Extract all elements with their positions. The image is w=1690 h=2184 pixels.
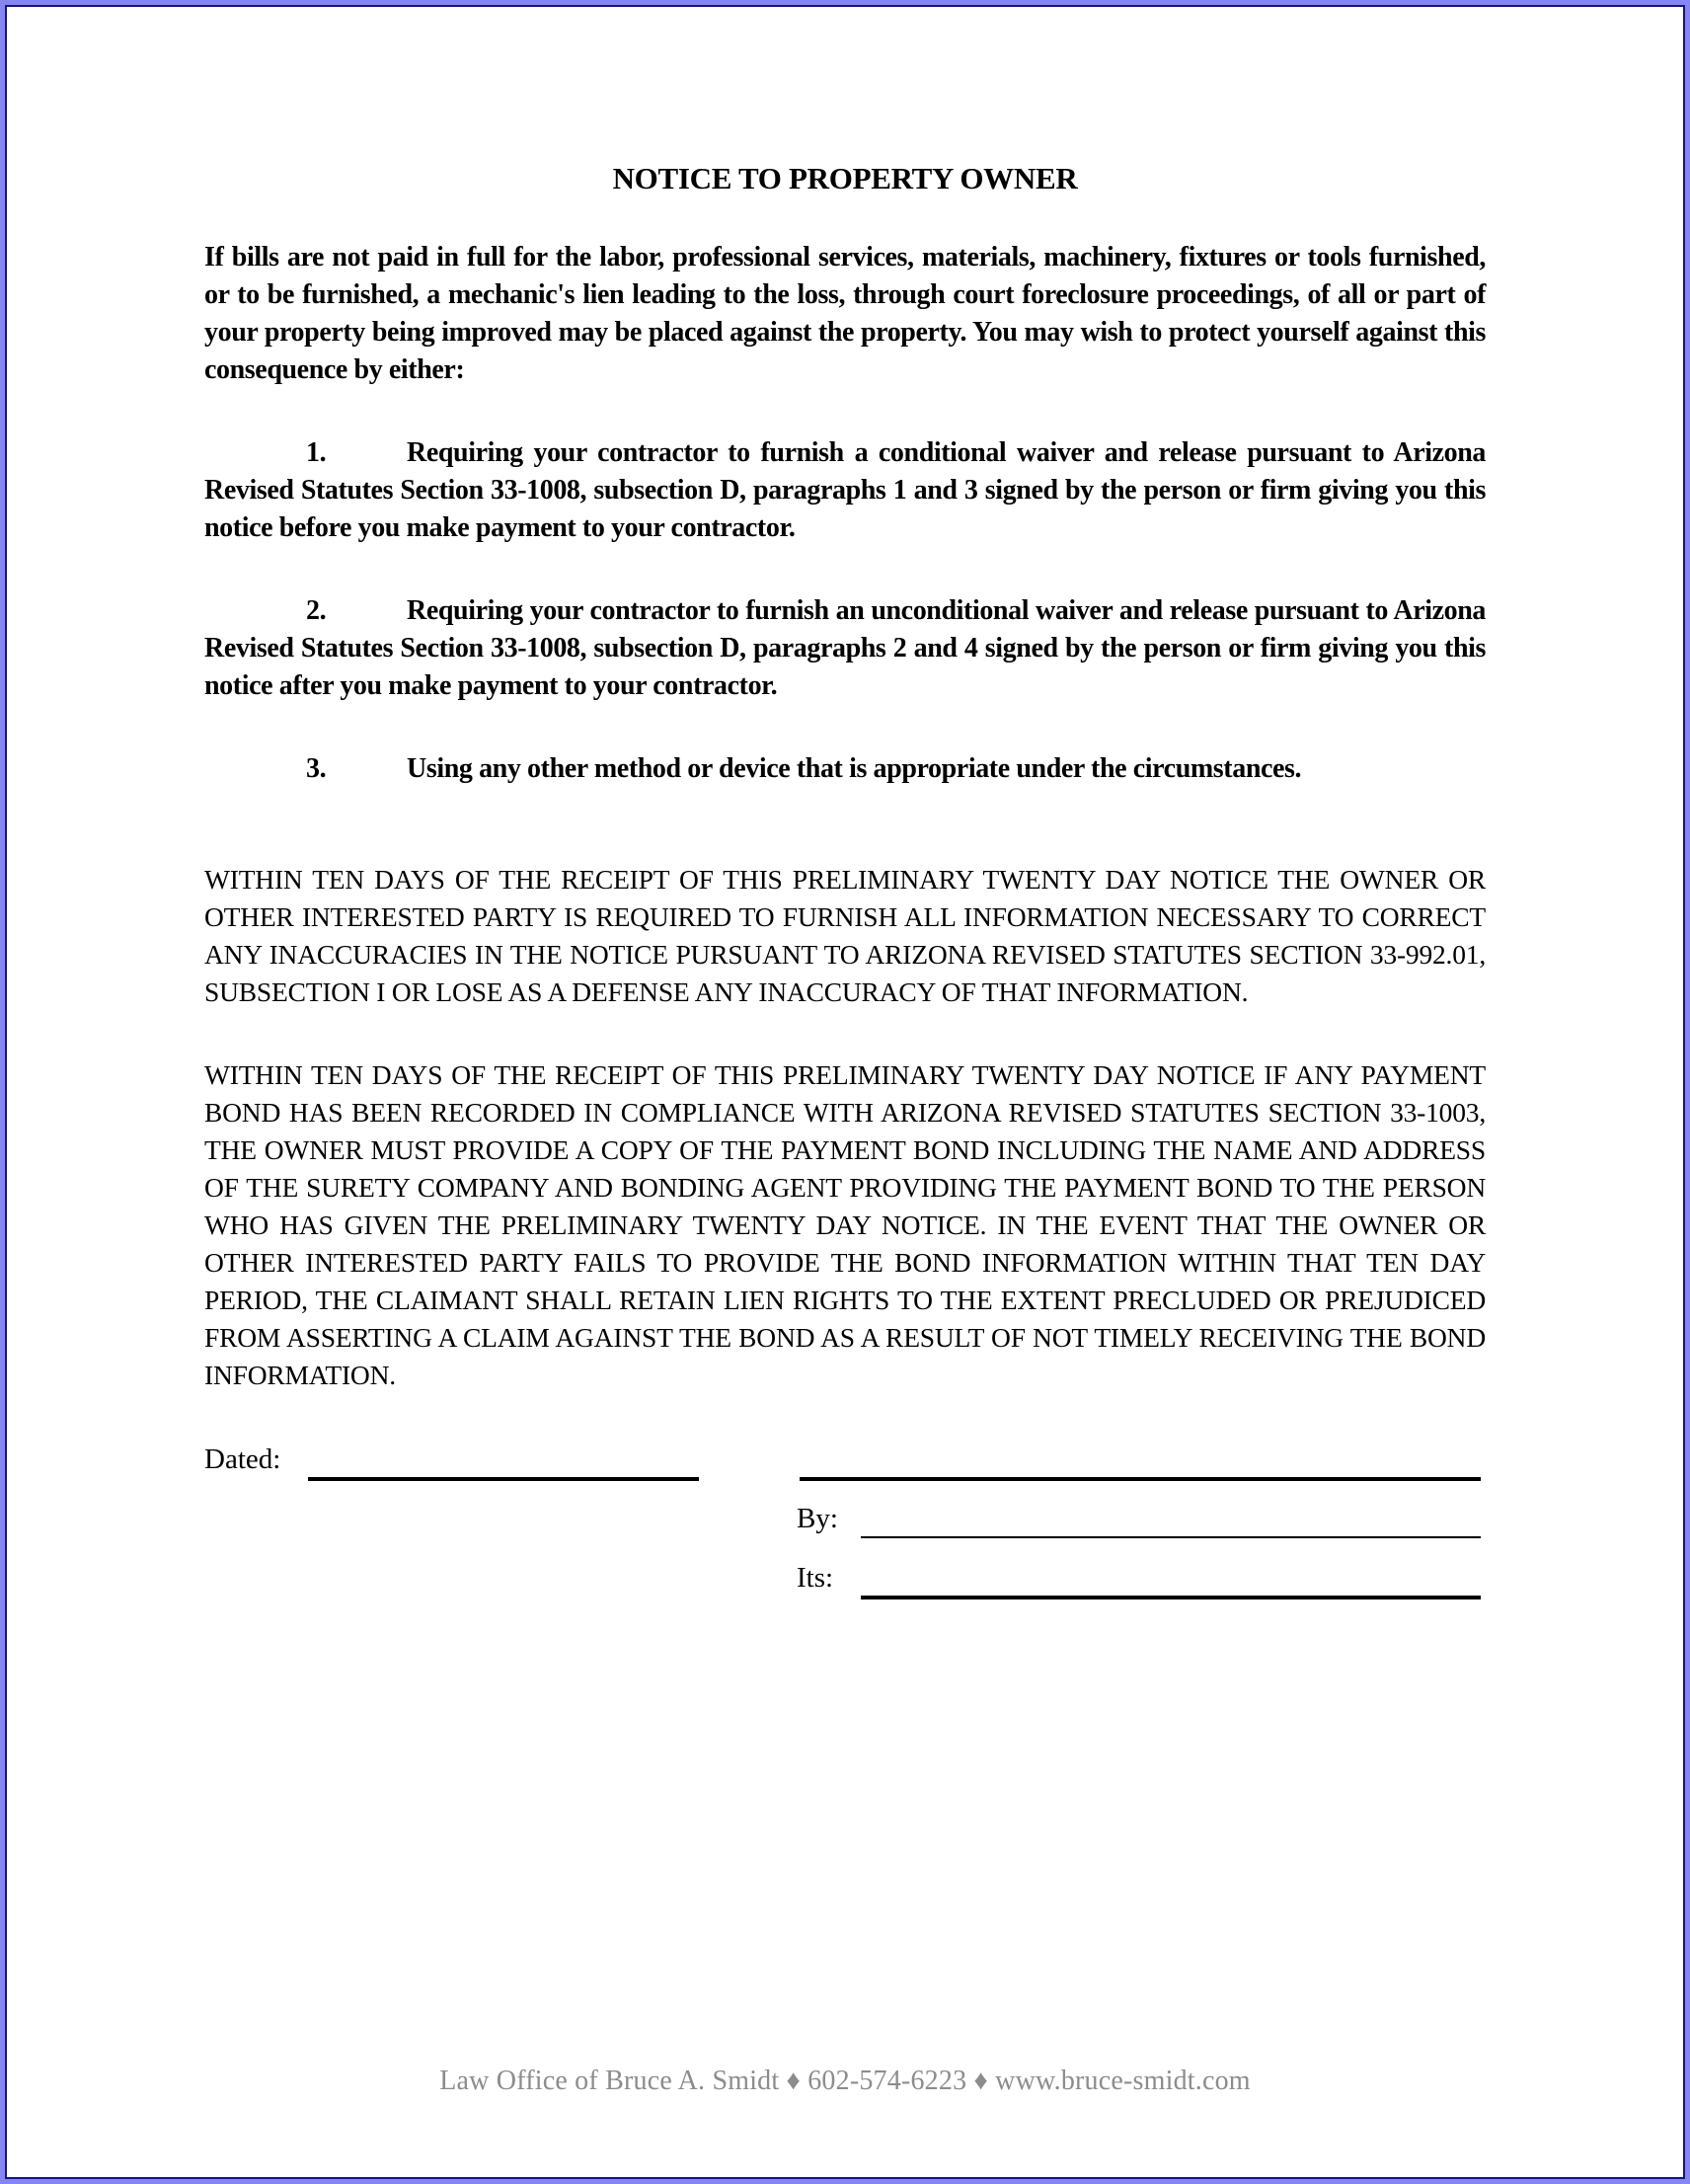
caps-paragraph-1: WITHIN TEN DAYS OF THE RECEIPT OF THIS PRELIMINARY TWENTY DAY NOTICE THE OWNER OR OTHER INTERESTED PARTY IS REQUIRED TO FURNISH ALL INFORMATION NECESSARY TO CORRECT ANY INACCURACIES IN THE NOTICE PURSUANT TO ARIZONA REVISED STATUTES SECTION 33-992.01, SUBSECTION I OR LOSE AS A DEFENSE ANY INACCURACY OF THAT INFORMATION.	[204, 864, 1486, 1007]
page-title: NOTICE TO PROPERTY OWNER	[612, 161, 1078, 195]
dated-field[interactable]	[308, 1442, 699, 1481]
dated-label: Dated:	[204, 1443, 281, 1475]
its-label: Its:	[797, 1562, 834, 1594]
item-number-2: 2.	[306, 595, 327, 626]
numbered-paragraph-3	[204, 750, 1486, 788]
item-text-3: Using any other method or device that is appropriate under the circumstances.	[407, 753, 1302, 784]
by-label: By:	[797, 1503, 838, 1534]
numbered-paragraph-2	[204, 592, 1486, 705]
numbered-paragraph-1	[204, 434, 1486, 547]
signature-name-field[interactable]	[800, 1442, 1481, 1481]
item-text-2: Requiring your contractor to furnish an unconditional waiver and release pursuant to Arizona Revised Statutes Section 33-1008, subsection D, paragraphs 2 and 4 signed by the person or firm giving you this notice after you make payment to your contractor.	[204, 595, 1486, 701]
intro-paragraph: If bills are not paid in full for the labor, professional services, materials, machinery, fixtures or tools furnished, or to be furnished, a mechanic's lien leading to the loss, through court foreclosure proceedings, of all or part of your property being improved may be placed against the property. You may wish to protect yourself against this consequence by either:	[204, 242, 1486, 385]
item-number-1: 1.	[306, 437, 327, 468]
document-content	[7, 160, 1683, 1688]
footer-law-office: Law Office of Bruce A. Smidt ♦ 602-574-6223 ♦ www.bruce-smidt.com	[439, 2066, 1251, 2096]
caps-paragraph-2: WITHIN TEN DAYS OF THE RECEIPT OF THIS PRELIMINARY TWENTY DAY NOTICE IF ANY PAYMENT BOND HAS BEEN RECORDED IN COMPLIANCE WITH ARIZONA REVISED STATUTES SECTION 33-1003, THE OWNER MUST PROVIDE A COPY OF THE PAYMENT BOND INCLUDING THE NAME AND ADDRESS OF THE SURETY COMPANY AND BONDING AGENT PROVIDING THE PAYMENT BOND TO THE PERSON WHO HAS GIVEN THE PRELIMINARY TWENTY DAY NOTICE. IN THE EVENT THAT THE OWNER OR OTHER INTERESTED PARTY FAILS TO PROVIDE THE BOND INFORMATION WITHIN THAT TEN DAY PERIOD, THE CLAIMANT SHALL RETAIN LIEN RIGHTS TO THE EXTENT PRECLUDED OR PREJUDICED FROM ASSERTING A CLAIM AGAINST THE BOND AS A RESULT OF NOT TIMELY RECEIVING THE BOND INFORMATION.	[204, 1059, 1486, 1390]
signature-area	[204, 1442, 1486, 1688]
inner-border	[5, 5, 1685, 2179]
by-field[interactable]	[861, 1501, 1481, 1538]
item-number-3: 3.	[306, 753, 327, 784]
item-text-1: Requiring your contractor to furnish a conditional waiver and release pursuant to Arizona Revised Statutes Section 33-1008, subsection D, paragraphs 1 and 3 signed by the person or firm giving you this notice before you make payment to your contractor.	[204, 437, 1486, 543]
its-field[interactable]	[861, 1560, 1481, 1599]
